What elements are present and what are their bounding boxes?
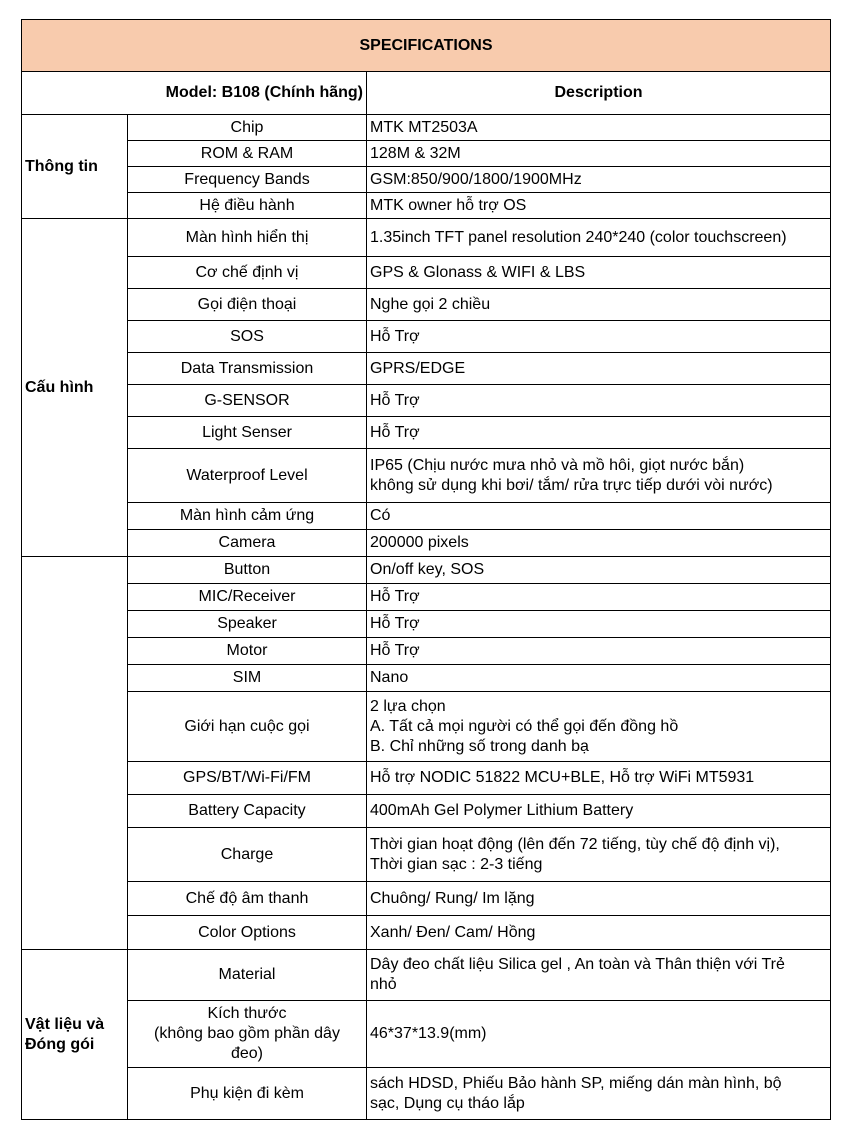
spec-name: SOS — [128, 321, 367, 353]
spec-value: Thời gian hoạt động (lên đến 72 tiếng, tùy chế độ định vị), Thời gian sạc : 2-3 tiếng — [367, 828, 831, 882]
spec-value: Hỗ Trợ — [367, 385, 831, 417]
spec-name: Kích thước (không bao gồm phần dây đeo) — [128, 1001, 367, 1068]
table-row — [22, 385, 831, 417]
model-header: Model: B108 (Chính hãng) — [22, 72, 367, 115]
spec-value: Nano — [367, 665, 831, 692]
spec-value: IP65 (Chịu nước mưa nhỏ và mồ hôi, giọt nước bắn) không sử dụng khi bơi/ tắm/ rửa trực tiếp dưới vòi nước) — [367, 449, 831, 503]
spec-name: SIM — [128, 665, 367, 692]
spec-name: Chip — [128, 115, 367, 141]
table-row — [22, 584, 831, 611]
table-row — [22, 193, 831, 219]
spec-name: Giới hạn cuộc gọi — [128, 692, 367, 762]
spec-value: GPRS/EDGE — [367, 353, 831, 385]
spec-value: 128M & 32M — [367, 141, 831, 167]
table-row — [22, 289, 831, 321]
spec-value: 200000 pixels — [367, 530, 831, 557]
table-row — [22, 1068, 831, 1120]
spec-name: Camera — [128, 530, 367, 557]
table-row — [22, 1001, 831, 1068]
table-row — [22, 417, 831, 449]
group-label-config: Cấu hình — [22, 219, 128, 557]
spec-value: Dây đeo chất liệu Silica gel , An toàn và Thân thiện với Trẻ nhỏ — [367, 950, 831, 1001]
spec-name: Charge — [128, 828, 367, 882]
spec-name: Speaker — [128, 611, 367, 638]
table-row — [22, 762, 831, 795]
spec-value: MTK MT2503A — [367, 115, 831, 141]
spec-value: Chuông/ Rung/ Im lặng — [367, 882, 831, 916]
spec-value: GPS & Glonass & WIFI & LBS — [367, 257, 831, 289]
table-row — [22, 828, 831, 882]
group-label-info: Thông tin — [22, 115, 128, 219]
table-row — [22, 141, 831, 167]
spec-value: Hỗ Trợ — [367, 611, 831, 638]
spec-name: Data Transmission — [128, 353, 367, 385]
table-row — [22, 916, 831, 950]
spec-name: Gọi điện thoại — [128, 289, 367, 321]
page-title: SPECIFICATIONS — [22, 20, 831, 72]
spec-name: Color Options — [128, 916, 367, 950]
spec-name: Phụ kiện đi kèm — [128, 1068, 367, 1120]
table-row — [22, 257, 831, 289]
spec-name: ROM & RAM — [128, 141, 367, 167]
spec-value: Hỗ Trợ — [367, 321, 831, 353]
spec-value: Xanh/ Đen/ Cam/ Hồng — [367, 916, 831, 950]
table-row — [22, 167, 831, 193]
table-row — [22, 557, 831, 584]
group-label-features — [22, 557, 128, 950]
spec-value: GSM:850/900/1800/1900MHz — [367, 167, 831, 193]
spec-name: Waterproof Level — [128, 449, 367, 503]
spec-name: Button — [128, 557, 367, 584]
table-row — [22, 353, 831, 385]
spec-name: Cơ chế định vị — [128, 257, 367, 289]
spec-name: Material — [128, 950, 367, 1001]
spec-name: MIC/Receiver — [128, 584, 367, 611]
spec-value: Hỗ trợ NODIC 51822 MCU+BLE, Hỗ trợ WiFi MT5931 — [367, 762, 831, 795]
spec-value: MTK owner hỗ trợ OS — [367, 193, 831, 219]
spec-value: 46*37*13.9(mm) — [367, 1001, 831, 1068]
spec-name: Màn hình cảm ứng — [128, 503, 367, 530]
spec-value: sách HDSD, Phiếu Bảo hành SP, miếng dán màn hình, bộ sạc, Dụng cụ tháo lắp — [367, 1068, 831, 1120]
spec-value: Hỗ Trợ — [367, 638, 831, 665]
spec-value: Nghe gọi 2 chiều — [367, 289, 831, 321]
table-row — [22, 692, 831, 762]
spec-value: On/off key, SOS — [367, 557, 831, 584]
table-row — [22, 665, 831, 692]
specifications-table — [21, 19, 831, 1120]
table-row — [22, 115, 831, 141]
spec-value: Hỗ Trợ — [367, 584, 831, 611]
table-row — [22, 795, 831, 828]
spec-name: Battery Capacity — [128, 795, 367, 828]
group-label-material: Vật liệu và Đóng gói — [22, 950, 128, 1120]
table-row — [22, 530, 831, 557]
table-row — [22, 611, 831, 638]
spec-name: Chế độ âm thanh — [128, 882, 367, 916]
table-row — [22, 503, 831, 530]
spec-name: Motor — [128, 638, 367, 665]
spec-name: Màn hình hiển thị — [128, 219, 367, 257]
spec-value: Hỗ Trợ — [367, 417, 831, 449]
spec-name: Frequency Bands — [128, 167, 367, 193]
table-row — [22, 321, 831, 353]
spec-value: 1.35inch TFT panel resolution 240*240 (color touchscreen) — [367, 219, 831, 257]
table-row — [22, 882, 831, 916]
spec-name: Hệ điều hành — [128, 193, 367, 219]
spec-name: Light Senser — [128, 417, 367, 449]
spec-name: G-SENSOR — [128, 385, 367, 417]
spec-value: 400mAh Gel Polymer Lithium Battery — [367, 795, 831, 828]
spec-value: Có — [367, 503, 831, 530]
table-row — [22, 449, 831, 503]
spec-name: GPS/BT/Wi-Fi/FM — [128, 762, 367, 795]
table-row — [22, 219, 831, 257]
table-row — [22, 950, 831, 1001]
spec-value: 2 lựa chọn A. Tất cả mọi người có thể gọi đến đồng hồ B. Chỉ những số trong danh bạ — [367, 692, 831, 762]
table-row — [22, 638, 831, 665]
description-header: Description — [367, 72, 831, 115]
